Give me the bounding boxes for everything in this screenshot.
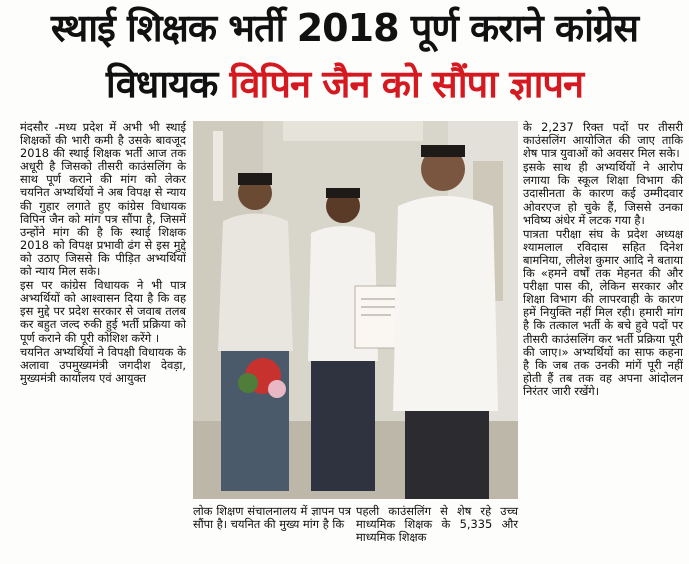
caption-right: पहली काउंसलिंग से शेष रहे उच्च माध्यमिक शिक्षक के 5,335 और माध्यमिक शिक्षक [356,504,518,545]
article-paragraph: मंदसौर -मध्य प्रदेश में अभी भी स्थाई शिक्षकों की भारी कमी है उसके बावजूद 2018 की स्थाई शिक्षक भर्ती आज तक अधूरी है जिसको तीसरी काउंसलिंग के साथ पूर्ण कराने की मांग को लेकर चयनित अभ्यर्थियों ने अब विपक्ष से न्याय की गुहार लगाते हुए कांग्रेस विधायक विपिन जैन को मांग पत्र सौंपा है, जिसमें उन्होंने मांग की है कि स्थाई शिक्षक 2018 को विपक्ष प्रभावी ढंग से इस मुद्दे को उठाए जिससे कि पीड़ित अभ्यर्थियों को न्याय मिल सके। [20,120,186,279]
headline-red-part: विपिन जैन को सौंपा ज्ञापन [229,62,584,106]
headline-black-part: विधायक [105,62,218,106]
article-paragraph: इस पर कांग्रेस विधायक ने भी पात्र अभ्यर्थियों को आश्वासन दिया है कि वह इस मुद्दे पर प्रदेश सरकार से जवाब तलब कर बहुत जल्द रुकी हुई भर्ती प्रक्रिया को पूर्ण कराने की पूरी कोशिश करेंगे । [20,278,186,345]
article-paragraph: इसके साथ ही अभ्यर्थियों ने आरोप लगाया कि स्कूल शिक्षा विभाग की उदासीनता के कारण कई उम्मीदवार ओवरएज हो चुके हैं, जिससे उनका भविष्य अंधेर में लटक गया है। [523,160,683,227]
article-column-left [20,121,186,386]
headline-line-2 [0,58,689,110]
article-paragraph: चयनित अभ्यर्थियों ने विपक्षी विधायक के अलावा उपमुख्यमंत्री जगदीश देवड़ा, मुख्यमंत्री कार्यालय एवं आयुक्त [20,344,186,385]
article-paragraph: पात्रता परीक्षा संघ के प्रदेश अध्यक्ष श्यामलाल रविदास सहित दिनेश बामनिया, लीलेश कुमार आदि ने बताया कि «हमने वर्षों तक मेहनत की और परीक्षा पास की, लेकिन सरकार और शिक्षा विभाग की लापरवाही के कारण हमें नियुक्ति नहीं मिल रही। हमारी मांग है कि तत्काल भर्ती के बचे हुवे पदों पर तीसरी काउंसलिंग कर भर्ती प्रक्रिया पूरी की जाए।» अभ्यर्थियों का साफ कहना है कि जब तक उनकी मांगें पूरी नहीं होती हैं तब तक वह अपना आंदोलन निरंतर जारी रखेंगे। [523,226,683,398]
article-paragraph: के 2,237 रिक्त पदों पर तीसरी काउंसलिंग आयोजित की जाए ताकि शेष पात्र युवाओं को अवसर मिल सके। [523,120,683,161]
headline-line-1: स्थाई शिक्षक भर्ती 2018 पूर्ण कराने कांग्रेस [50,6,639,50]
photo-illustration [193,121,518,499]
article-column-right [523,121,683,399]
caption-left: लोक शिक्षण संचालनालय में ज्ञापन पत्र सौंपा है। चयनित की मुख्य मांग है कि [193,504,351,532]
news-photo [193,121,518,499]
